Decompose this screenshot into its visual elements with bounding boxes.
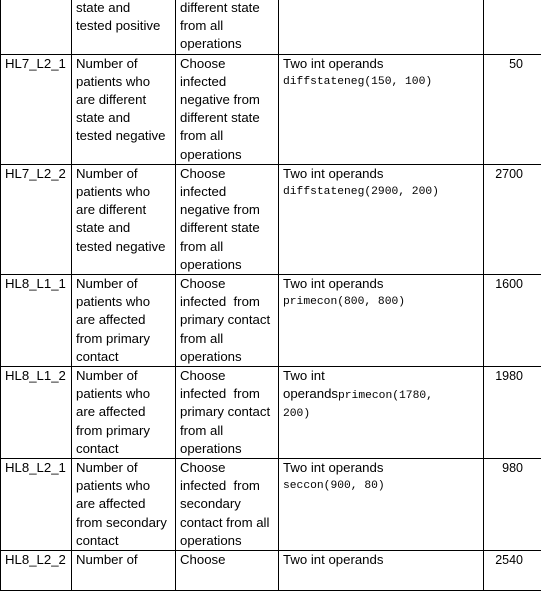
description-line: patients who bbox=[76, 73, 175, 91]
description-line: tested negative bbox=[76, 127, 175, 145]
action-line: Choose bbox=[180, 459, 278, 477]
action-line: primary contact bbox=[180, 311, 278, 329]
parameter-cell bbox=[279, 459, 484, 551]
table-row bbox=[1, 459, 541, 551]
action-line: Choose bbox=[180, 165, 278, 183]
parameter-text: Two int operands bbox=[283, 165, 483, 183]
description-line: contact bbox=[76, 532, 175, 550]
action-line: different state bbox=[180, 109, 278, 127]
test-id-cell: HL8_L1_2 bbox=[1, 367, 72, 459]
action-line: operations bbox=[180, 146, 278, 164]
action-cell bbox=[176, 54, 279, 164]
parameter-code: primecon(1780, bbox=[338, 390, 433, 402]
parameter-code: diffstateneg(150, 100) bbox=[283, 73, 483, 91]
action-line: primary contact bbox=[180, 403, 278, 421]
action-line: Choose bbox=[180, 275, 278, 293]
description-cell bbox=[72, 459, 176, 551]
parameter-text: Two int operands bbox=[283, 551, 483, 569]
description-line: patients who bbox=[76, 183, 175, 201]
description-line: contact bbox=[76, 440, 175, 458]
description-line: state and bbox=[76, 109, 175, 127]
description-line: are affected bbox=[76, 403, 175, 421]
description-cell bbox=[72, 275, 176, 367]
action-line: Choose bbox=[180, 551, 278, 569]
action-line: Choose bbox=[180, 55, 278, 73]
expected-value-cell: 1600 bbox=[484, 275, 541, 367]
description-line: patients who bbox=[76, 293, 175, 311]
action-cell bbox=[176, 459, 279, 551]
action-line: infected from bbox=[180, 477, 278, 495]
description-line: tested positive bbox=[76, 17, 175, 35]
description-line: patients who bbox=[76, 385, 175, 403]
parameter-text: Two int operands bbox=[283, 275, 483, 293]
expected-value-cell: 2540 bbox=[484, 551, 541, 591]
parameter-cell bbox=[279, 54, 484, 164]
action-cell bbox=[176, 551, 279, 591]
test-id-cell: HL8_L2_2 bbox=[1, 551, 72, 591]
parameter-cell bbox=[279, 551, 484, 591]
description-cell bbox=[72, 551, 176, 591]
description-line: Number of bbox=[76, 55, 175, 73]
parameter-code: 200) bbox=[283, 405, 483, 423]
test-id-cell bbox=[1, 0, 72, 54]
parameter-code: seccon(900, 80) bbox=[283, 477, 483, 495]
action-line: infected bbox=[180, 183, 278, 201]
action-line: infected bbox=[180, 73, 278, 91]
table-row bbox=[1, 367, 541, 459]
action-line: operations bbox=[180, 348, 278, 366]
description-line: are different bbox=[76, 91, 175, 109]
parameter-cell bbox=[279, 367, 484, 459]
description-line: state and bbox=[76, 219, 175, 237]
action-line: negative from bbox=[180, 201, 278, 219]
parameter-code: primecon(800, 800) bbox=[283, 293, 483, 311]
table-row bbox=[1, 0, 541, 54]
action-line: different state bbox=[180, 219, 278, 237]
table-row bbox=[1, 551, 541, 591]
action-line: Choose bbox=[180, 367, 278, 385]
parameter-code: diffstateneg(2900, 200) bbox=[283, 183, 483, 201]
action-line: operations bbox=[180, 256, 278, 274]
action-line: from all bbox=[180, 330, 278, 348]
parameter-text: Two int operands bbox=[283, 459, 483, 477]
expected-value-cell: 50 bbox=[484, 54, 541, 164]
action-line: from all bbox=[180, 422, 278, 440]
description-line: patients who bbox=[76, 477, 175, 495]
description-line: are different bbox=[76, 201, 175, 219]
action-cell bbox=[176, 0, 279, 54]
parameter-cell bbox=[279, 275, 484, 367]
action-line: from all bbox=[180, 17, 278, 35]
parameter-text: Two int bbox=[283, 367, 483, 385]
description-line: Number of bbox=[76, 367, 175, 385]
action-cell bbox=[176, 164, 279, 274]
action-line: from all bbox=[180, 127, 278, 145]
description-line: Number of bbox=[76, 459, 175, 477]
table-row bbox=[1, 275, 541, 367]
action-line: from all bbox=[180, 238, 278, 256]
description-line: Number of bbox=[76, 275, 175, 293]
description-line: state and bbox=[76, 0, 175, 17]
description-line: from primary bbox=[76, 330, 175, 348]
action-line: operations bbox=[180, 532, 278, 550]
description-line: contact bbox=[76, 348, 175, 366]
action-line: negative from bbox=[180, 91, 278, 109]
test-id-cell: HL8_L2_1 bbox=[1, 459, 72, 551]
description-line: are affected bbox=[76, 311, 175, 329]
description-line: Number of bbox=[76, 165, 175, 183]
parameter-text: Two int operands bbox=[283, 55, 483, 73]
description-line: from secondary bbox=[76, 514, 175, 532]
description-cell bbox=[72, 54, 176, 164]
action-line: different state bbox=[180, 0, 278, 17]
parameter-cell bbox=[279, 0, 484, 54]
test-id-cell: HL7_L2_2 bbox=[1, 164, 72, 274]
expected-value-cell: 2700 bbox=[484, 164, 541, 274]
description-line: tested negative bbox=[76, 238, 175, 256]
action-line: infected from bbox=[180, 385, 278, 403]
table-row bbox=[1, 54, 541, 164]
test-id-cell: HL7_L2_1 bbox=[1, 54, 72, 164]
action-cell bbox=[176, 367, 279, 459]
action-line: operations bbox=[180, 440, 278, 458]
action-line: contact from all bbox=[180, 514, 278, 532]
action-cell bbox=[176, 275, 279, 367]
expected-value-cell bbox=[484, 0, 541, 54]
action-line: infected from bbox=[180, 293, 278, 311]
description-cell bbox=[72, 164, 176, 274]
description-line: are affected bbox=[76, 495, 175, 513]
parameter-cell bbox=[279, 164, 484, 274]
description-cell bbox=[72, 367, 176, 459]
description-cell bbox=[72, 0, 176, 54]
action-line: secondary bbox=[180, 495, 278, 513]
test-id-cell: HL8_L1_1 bbox=[1, 275, 72, 367]
expected-value-cell: 980 bbox=[484, 459, 541, 551]
description-line: Number of bbox=[76, 551, 175, 569]
action-line: operations bbox=[180, 35, 278, 53]
table-row bbox=[1, 164, 541, 274]
parameter-text: operands bbox=[283, 386, 338, 401]
expected-value-cell: 1980 bbox=[484, 367, 541, 459]
description-line: from primary bbox=[76, 422, 175, 440]
